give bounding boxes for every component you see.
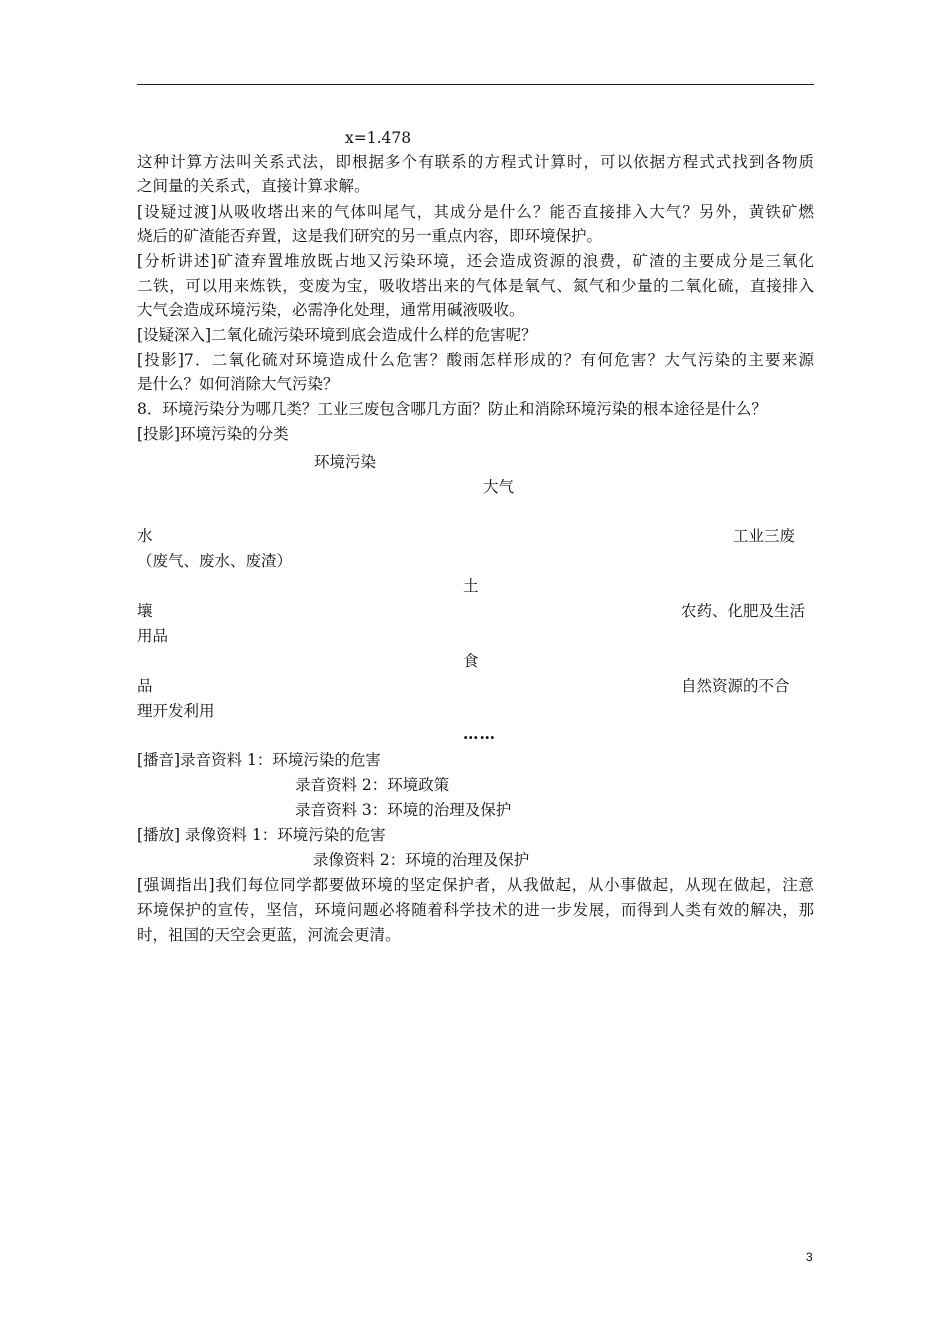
diagram-root: 环境污染 [314, 453, 377, 471]
diagram-agri: 农药、化肥及生活 [681, 602, 806, 620]
diagram-industry-detail: （废气、废水、废渣） [137, 552, 293, 570]
audio-line: [播音]录音资料 1：环境污染的危害 [137, 751, 381, 769]
paragraph-line: 环境保护的宣传，坚信，环境问题必将随着科学技术的进一步发展，而得到人类有效的解决，那 [137, 901, 814, 919]
diagram-agri: 用品 [137, 627, 169, 645]
diagram-food: 品 [137, 677, 153, 695]
paragraph-line: 是什么？如何消除大气污染？ [137, 375, 339, 393]
paragraph-line: [分析讲述]矿渣弃置堆放既占地又污染环境，还会造成资源的浪费，矿渣的主要成分是三氧化 [137, 252, 814, 270]
header-rule [137, 84, 814, 85]
diagram-nature: 理开发利用 [137, 702, 215, 720]
paragraph-line: 这种计算方法叫关系式法，即根据多个有联系的方程式计算时，可以依据方程式式找到各物质 [137, 153, 814, 171]
equation: x=1.478 [345, 129, 412, 147]
diagram-nature: 自然资源的不合 [681, 677, 790, 695]
audio-line: 录音资料 2：环境政策 [295, 776, 450, 794]
diagram-water: 水 [137, 527, 153, 545]
paragraph-line: 烧后的矿渣能否弃置，这是我们研究的另一重点内容，即环境保护。 [137, 227, 603, 245]
diagram-air: 大气 [483, 478, 515, 496]
diagram-soil: 土 [463, 577, 479, 595]
paragraph-line: [强调指出]我们每位同学都要做环境的坚定保护者，从我做起，从小事做起，从现在做起，注意 [137, 876, 814, 894]
diagram-ellipsis: …… [463, 724, 496, 743]
diagram-food: 食 [463, 652, 479, 670]
diagram-industry: 工业三废 [733, 527, 796, 545]
diagram-soil: 壤 [137, 602, 153, 620]
audio-line: 录音资料 3：环境的治理及保护 [295, 801, 512, 819]
paragraph-line: [投影]7．二氧化硫对环境造成什么危害？酸雨怎样形成的？有何危害？大气污染的主要来源 [137, 351, 814, 369]
paragraph-line: 大气会造成环境污染，必需净化处理，通常用碱液吸收。 [137, 301, 525, 319]
paragraph-line: [投影]环境污染的分类 [137, 425, 289, 443]
video-line: 录像资料 2：环境的治理及保护 [313, 851, 530, 869]
video-line: [播放] 录像资料 1：环境污染的危害 [137, 826, 386, 844]
paragraph-line: 之间量的关系式，直接计算求解。 [137, 177, 370, 195]
paragraph-line: [设疑深入]二氧化硫污染环境到底会造成什么样的危害呢？ [137, 326, 537, 344]
paragraph-line: 8．环境污染分为哪几类？工业三废包含哪几方面？防止和消除环境污染的根本途径是什么？ [137, 400, 767, 418]
paragraph-line: 时，祖国的天空会更蓝，河流会更清。 [137, 926, 401, 944]
page-number: 3 [806, 1250, 813, 1264]
paragraph-line: 二铁，可以用来炼铁，变废为宝，吸收塔出来的气体是氧气、氮气和少量的二氧化硫，直接排入 [137, 277, 814, 295]
paragraph-line: [设疑过渡]从吸收塔出来的气体叫尾气，其成分是什么？能否直接排入大气？另外，黄铁矿燃 [137, 203, 814, 221]
